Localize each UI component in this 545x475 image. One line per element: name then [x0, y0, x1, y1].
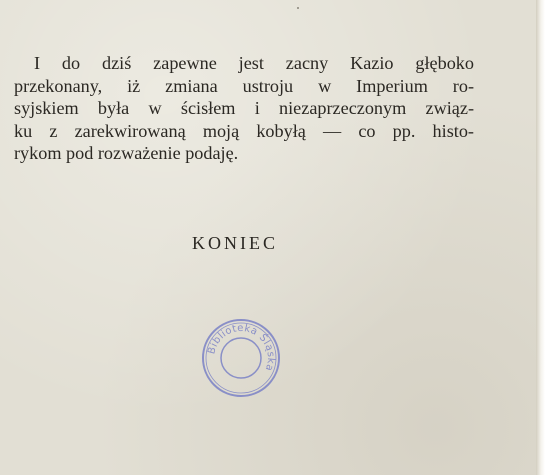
closing-paragraph	[14, 52, 474, 165]
text-line: przekonany, iż zmiana ustroju w Imperium ro-	[14, 75, 474, 96]
text-line: I do dziś zapewne jest zacny Kazio głęboko	[34, 53, 474, 73]
library-stamp	[200, 317, 282, 399]
end-marker: KONIEC	[192, 233, 278, 253]
stamp-text: Biblioteka Śląska	[206, 322, 277, 373]
paper-speck	[297, 7, 299, 9]
text-line: syjskiem była w ścisłem i niezaprzeczonym związ-	[14, 98, 474, 118]
text-line: ku z zarekwirowaną moją kobyłą — co pp. histo-	[14, 120, 474, 141]
page-edge	[536, 0, 545, 475]
svg-text:Biblioteka Śląska	[206, 323, 276, 373]
text-line: rykom pod rozważenie podaję.	[14, 143, 239, 163]
